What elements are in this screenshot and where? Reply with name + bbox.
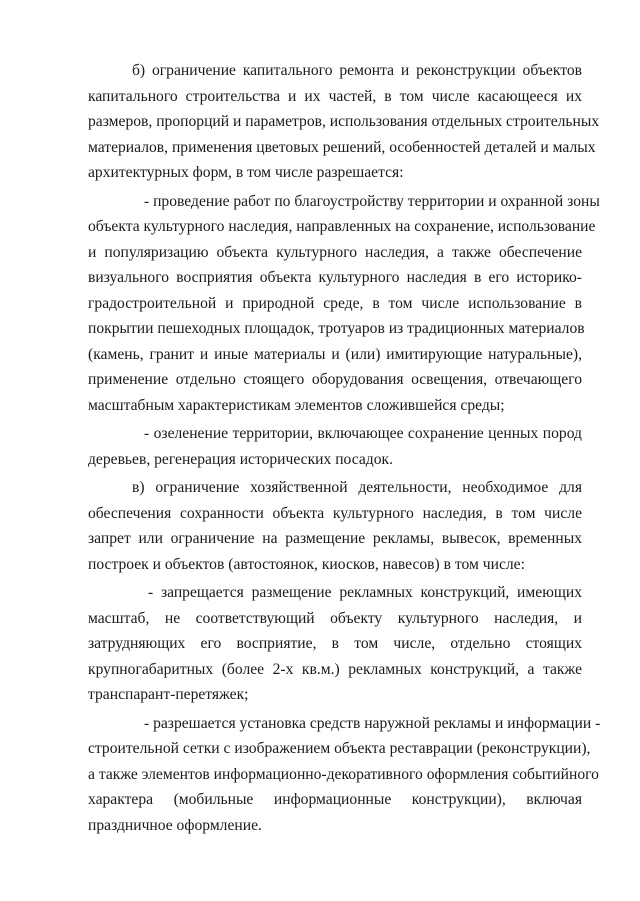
paragraph-advertising-ban: [88, 580, 582, 708]
paragraph-landscaping: [88, 421, 582, 472]
text-line: градостроительной и природной среде, в том числе использование в: [88, 294, 582, 312]
text-line: а также элементов информационно-декоративного оформления событийного: [88, 765, 599, 783]
text-line: характера (мобильные информационные конструкции), включая: [88, 791, 582, 808]
text-line: обеспечения сохранности объекта культурного наследия, в том числе: [88, 504, 582, 522]
text-line: - проведение работ по благоустройству территории и охранной зоны: [144, 192, 600, 210]
text-line: размеров, пропорций и параметров, использования отдельных строительных: [88, 113, 600, 130]
text-line: запрет или ограничение на размещение рекламы, вывесок, временных: [88, 530, 582, 547]
text-line: деревьев, регенерация исторических посадок.: [88, 450, 393, 468]
text-line: крупногабаритных (более 2-х кв.м.) рекламных конструкций, а также: [88, 660, 582, 678]
text-line: - разрешается установка средств наружной рекламы и информации -: [144, 714, 601, 732]
text-line: - запрещается размещение рекламных конструкций, имеющих: [148, 584, 582, 601]
text-line: затрудняющих его восприятие, в том числе, отдельно стоящих: [88, 635, 582, 652]
text-line: объекта культурного наследия, направленных на сохранение, использование: [88, 218, 596, 235]
text-line: архитектурных форм, в том числе разрешается:: [88, 164, 404, 181]
text-line: капитального строительства и их частей, в том числе касающееся их: [88, 87, 582, 105]
text-line: и популяризацию объекта культурного наследия, а также обеспечение: [88, 243, 582, 261]
paragraph-improvement-works: [88, 189, 600, 419]
text-line: материалов, применения цветовых решений, особенностей деталей и малых: [88, 138, 596, 156]
text-line: (камень, гранит и иные материалы и (или) имитирующие натуральные),: [88, 345, 582, 363]
paragraph-b: [88, 58, 600, 186]
text-line: в) ограничение хозяйственной деятельности, необходимое для: [132, 479, 582, 496]
text-line: - озеленение территории, включающее сохранение ценных пород: [144, 425, 582, 442]
text-line: визуального восприятия объекта культурного наследия в его историко-: [88, 269, 582, 286]
text-line: построек и объектов (автостоянок, киосков, навесов) в том числе:: [88, 555, 525, 573]
text-line: транспарант-перетяжек;: [88, 686, 249, 703]
text-line: праздничное оформление.: [88, 816, 262, 834]
text-line: масштаб, не соответствующий объекту культурного наследия, и: [88, 609, 582, 627]
text-line: покрытии пешеходных площадок, тротуаров из традиционных материалов: [88, 320, 585, 337]
paragraph-advertising-allowed: [88, 711, 601, 839]
text-line: б) ограничение капитального ремонта и реконструкции объектов: [132, 62, 582, 79]
paragraph-v: [88, 475, 582, 577]
text-line: масштабным характеристикам элементов сложившейся среды;: [88, 396, 505, 414]
document-body: [88, 58, 601, 838]
text-line: строительной сетки с изображением объекта реставрации (реконструкции),: [88, 740, 591, 757]
text-line: применение отдельно стоящего оборудования освещения, отвечающего: [88, 371, 582, 388]
